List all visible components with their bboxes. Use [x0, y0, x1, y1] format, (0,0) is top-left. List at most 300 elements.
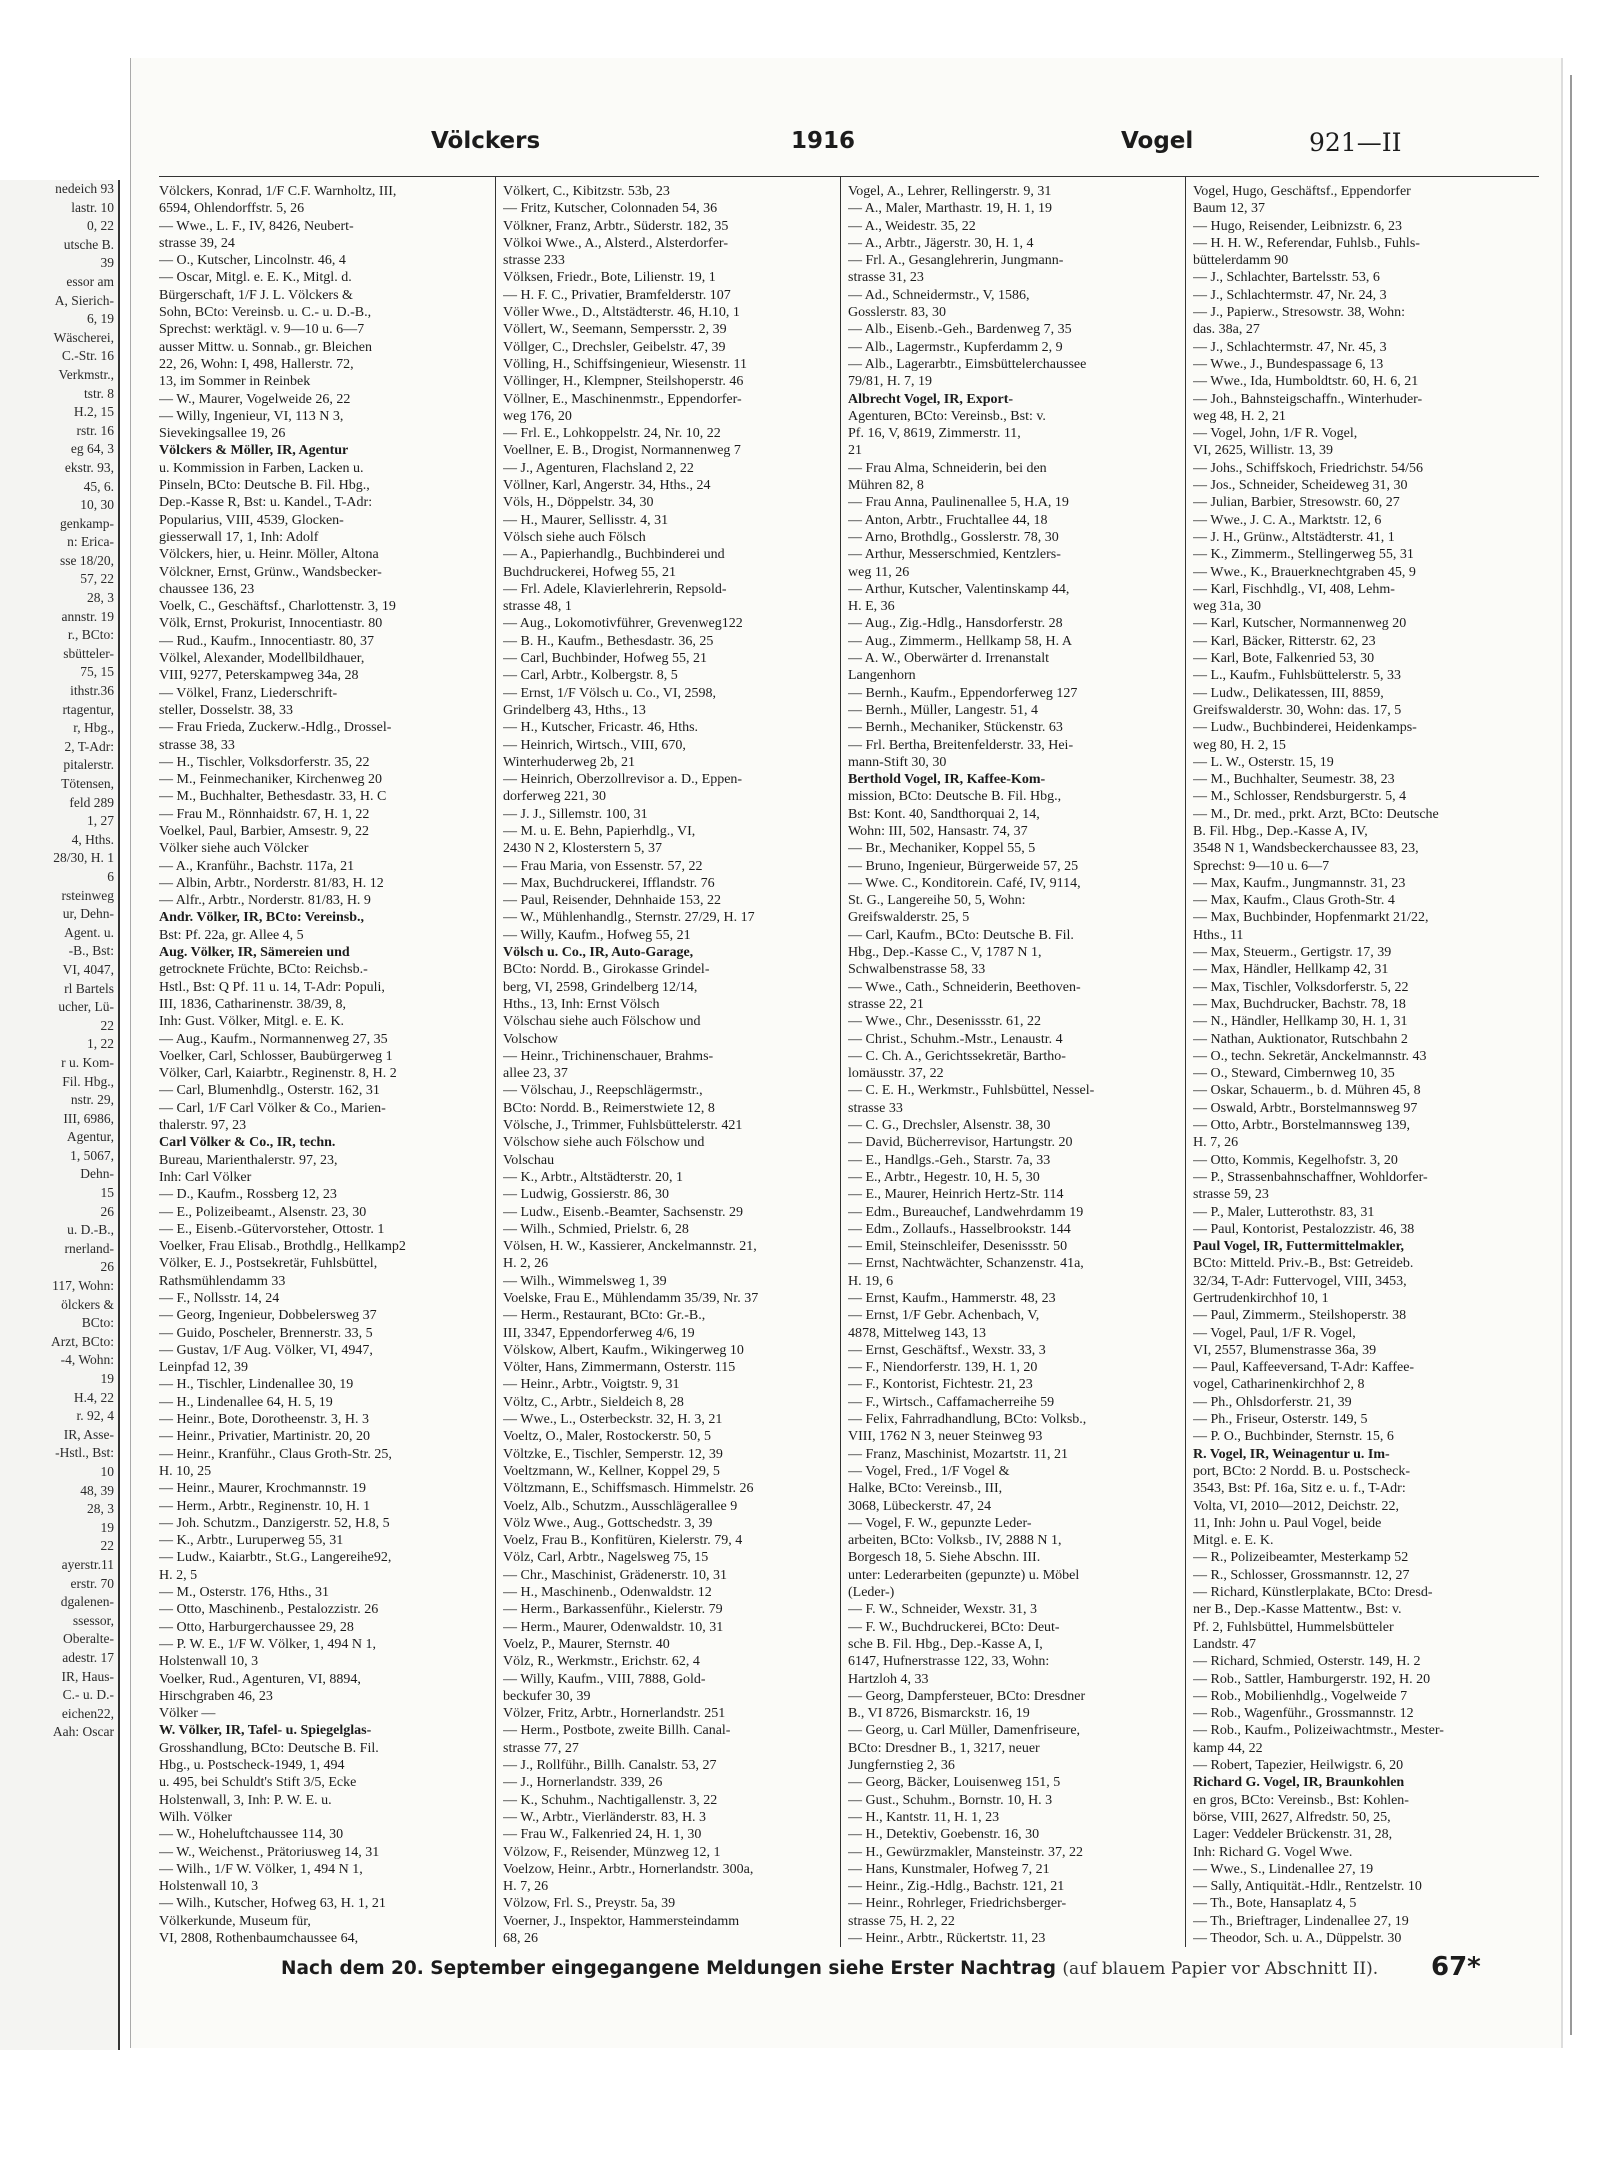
left-page-line: eg 64, 3 [70, 441, 114, 457]
directory-entry: Völsche, J., Trimmer, Fuhlsbüttelerstr. 421 [503, 1118, 743, 1134]
directory-entry: — M., Buchhalter, Seumestr. 38, 23 [1193, 772, 1395, 788]
directory-entry: — Vogel, Fred., 1/F Vogel & [848, 1463, 1010, 1479]
directory-entry: — K., Arbtr., Luruperweg 55, 31 [159, 1533, 344, 1549]
directory-entry: — Carl, Blumenhdlg., Osterstr. 162, 31 [159, 1083, 380, 1099]
directory-entry: — E., Maurer, Heinrich Hertz-Str. 114 [848, 1187, 1064, 1203]
left-page-line: utsche B. [63, 236, 114, 252]
directory-entry: — Herm., Postbote, zweite Billh. Canal- [503, 1723, 731, 1739]
directory-entry: Wilh. Völker [159, 1809, 233, 1825]
directory-entry: — C. Ch. A., Gerichtssekretär, Bartho- [848, 1048, 1066, 1064]
directory-entry: — P., Strassenbahnschaffner, Wohldorfer- [1193, 1169, 1428, 1185]
directory-entry: H. 2, 26 [503, 1256, 549, 1272]
left-page-line: eichen22, [61, 1705, 114, 1721]
directory-entry: — C. G., Drechsler, Alsenstr. 38, 30 [848, 1118, 1051, 1134]
directory-entry: — J., Hornerlandstr. 339, 26 [503, 1775, 663, 1791]
left-page-line: annstr. 19 [61, 608, 114, 624]
directory-entry: strasse 22, 21 [848, 996, 924, 1012]
left-page-line: Arzt, BCto: [51, 1333, 114, 1349]
header-last-name: Vogel [1121, 128, 1194, 154]
left-page-line: r. 92, 4 [76, 1408, 114, 1424]
directory-entry: — Rud., Kaufm., Innocentiastr. 80, 37 [159, 633, 375, 649]
directory-entry: 32/34, T-Adr: Futtervogel, VIII, 3453, [1193, 1273, 1407, 1289]
directory-entry: — Arthur, Kutscher, Valentinskamp 44, [848, 581, 1070, 597]
directory-entry: Völz, Carl, Arbtr., Nagelsweg 75, 15 [503, 1550, 709, 1566]
directory-entry: — J. H., Grünw., Altstädterstr. 41, 1 [1193, 529, 1395, 545]
directory-entry: Völter, Hans, Zimmermann, Osterstr. 115 [503, 1360, 736, 1376]
directory-entry: — Hugo, Reisender, Leibnizstr. 6, 23 [1193, 218, 1403, 234]
directory-entry: chaussee 136, 23 [159, 581, 255, 597]
directory-entry: — Alb., Lagerarbtr., Eimsbüttelerchaussee [848, 356, 1087, 372]
directory-entry: Völckers, hier, u. Heinr. Möller, Altona [159, 547, 379, 563]
left-page-line: 117, Wohn: [52, 1278, 114, 1294]
directory-entry: — Sally, Antiquität.-Hdlr., Rentzelstr. 10 [1193, 1879, 1422, 1895]
left-page-line: sbütteler- [63, 645, 114, 661]
directory-entry: — Arno, Brothdlg., Gosslerstr. 78, 30 [848, 529, 1059, 545]
directory-entry: Völksen, Friedr., Bote, Lilienstr. 19, 1 [503, 270, 716, 286]
directory-entry: — Heinrich, Wirtsch., VIII, 670, [503, 737, 686, 753]
left-page-line: -B., Bst: [68, 943, 114, 959]
directory-entry: — L. W., Osterstr. 15, 19 [1193, 754, 1334, 770]
directory-entry: Langenhorn [848, 668, 916, 684]
directory-entry: H. 7, 26 [503, 1879, 549, 1895]
directory-entry: — M., Schlosser, Rendsburgerstr. 5, 4 [1193, 789, 1407, 805]
directory-entry: strasse 48, 1 [503, 599, 572, 615]
directory-entry: — Ernst, Geschäftsf., Wexstr. 33, 3 [848, 1342, 1046, 1358]
left-page-line: Fil. Hbg., [62, 1073, 114, 1089]
directory-entry: — E., Eisenb.-Gütervorsteher, Ottostr. 1 [159, 1221, 385, 1237]
directory-entry: BCto: Nordd. B., Girokasse Grindel- [503, 962, 710, 978]
directory-entry: Popularius, VIII, 4539, Glocken- [159, 512, 344, 528]
left-page-line: -Hstl., Bst: [55, 1445, 114, 1461]
directory-entry: — A., Arbtr., Jägerstr. 30, H. 1, 4 [848, 235, 1034, 251]
directory-entry: Völkoi Wwe., A., Alsterd., Alsterdorfer- [503, 235, 728, 251]
directory-entry: Voelkel, Paul, Barbier, Amsestr. 9, 22 [159, 823, 369, 839]
directory-columns [159, 176, 1539, 1947]
directory-entry: — Franz, Maschinist, Mozartstr. 11, 21 [848, 1446, 1068, 1462]
directory-entry: BCto: Mitteld. Priv.-B., Bst: Getreideb. [1193, 1256, 1414, 1272]
directory-entry: — R., Schlosser, Grossmannstr. 12, 27 [1193, 1567, 1410, 1583]
left-page-line: 1, 27 [87, 813, 114, 829]
directory-entry: — Ad., Schneidermstr., V, 1586, [848, 287, 1030, 303]
directory-entry: — Bernh., Kaufm., Eppendorferweg 127 [848, 685, 1078, 701]
directory-entry: — Willy, Kaufm., Hofweg 55, 21 [503, 927, 691, 943]
directory-entry: Berthold Vogel, IR, Kaffee-Kom- [848, 772, 1046, 788]
left-page-line: ucher, Lü- [58, 999, 114, 1015]
column-divider [495, 177, 496, 1947]
directory-entry: das. 38a, 27 [1193, 322, 1260, 338]
directory-entry: — Heinr., Arbtr., Rückertstr. 11, 23 [848, 1930, 1046, 1946]
directory-entry: Völz, R., Werkmstr., Erichstr. 62, 4 [503, 1654, 700, 1670]
directory-entry: — J., Rollführ., Billh. Canalstr. 53, 27 [503, 1758, 717, 1774]
left-page-line: tstr. 8 [83, 385, 114, 401]
directory-entry: Rathsmühlendamm 33 [159, 1273, 286, 1289]
left-page-line: lastr. 10 [71, 199, 114, 215]
left-page-line: -4, Wohn: [60, 1352, 114, 1368]
directory-entry: — Georg, Ingenieur, Dobbelersweg 37 [159, 1308, 377, 1324]
directory-entry: — R., Polizeibeamter, Mesterkamp 52 [1193, 1550, 1409, 1566]
directory-entry: — Th., Brieftrager, Lindenallee 27, 19 [1193, 1913, 1409, 1929]
directory-entry: — Frau Anna, Paulinenallee 5, H.A, 19 [848, 495, 1069, 511]
directory-entry: — F., Niendorferstr. 139, H. 1, 20 [848, 1360, 1038, 1376]
directory-entry: — F. W., Schneider, Wexstr. 31, 3 [848, 1602, 1038, 1618]
directory-entry: — Oscar, Mitgl. e. E. K., Mitgl. d. [159, 270, 352, 286]
left-page-fragment [0, 180, 120, 2050]
directory-entry: — Max, Buchdruckerei, Ifflandstr. 76 [503, 875, 715, 891]
directory-entry: — Wwe., Ida, Humboldtstr. 60, H. 6, 21 [1193, 374, 1419, 390]
directory-entry: 6147, Hufnerstrasse 122, 33, Wohn: [848, 1654, 1050, 1670]
directory-entry: — Herm., Maurer, Odenwaldstr. 10, 31 [503, 1619, 724, 1635]
directory-entry: Völkel, Alexander, Modellbildhauer, [159, 651, 365, 667]
directory-entry: Bürgerschaft, 1/F J. L. Völckers & [159, 287, 353, 303]
directory-entry: Voellner, E. B., Drogist, Normannenweg 7 [503, 443, 741, 459]
column-1 [159, 183, 489, 1947]
directory-entry: giesserwall 17, 1, Inh: Adolf [159, 529, 319, 545]
left-page-line: erstr. 70 [70, 1575, 114, 1591]
column-3 [848, 183, 1178, 1947]
directory-entry: — Herm., Restaurant, BCto: Gr.-B., [503, 1308, 706, 1324]
directory-entry: — Heinr., Privatier, Martinistr. 20, 20 [159, 1429, 370, 1445]
directory-entry: Inh: Gust. Völker, Mitgl. e. E. K. [159, 1014, 345, 1030]
directory-entry: 68, 26 [503, 1930, 538, 1946]
left-page-line: C.-Str. 16 [61, 348, 114, 364]
directory-entry: — Hans, Kunstmaler, Hofweg 7, 21 [848, 1861, 1050, 1877]
directory-entry: 3068, Lübeckerstr. 47, 24 [848, 1498, 992, 1514]
left-page-line: 75, 15 [80, 664, 114, 680]
directory-entry: dorferweg 221, 30 [503, 789, 607, 805]
directory-entry: — Carl, Buchbinder, Hofweg 55, 21 [503, 651, 707, 667]
directory-entry: Greifswalderstr. 25, 5 [848, 910, 970, 926]
directory-entry: VIII, 1762 N 3, neuer Steinweg 93 [848, 1429, 1043, 1445]
left-page-line: rsteinweg [61, 887, 114, 903]
directory-entry: — Gust., Schuhm., Bornstr. 10, H. 3 [848, 1792, 1053, 1808]
directory-entry: — Georg, u. Carl Müller, Damenfriseure, [848, 1723, 1081, 1739]
directory-entry: weg 11, 26 [848, 564, 910, 580]
directory-entry: — W., Weichenst., Prätoriusweg 14, 31 [159, 1844, 380, 1860]
directory-entry: Lager: Veddeler Brückenstr. 31, 28, [1193, 1827, 1393, 1843]
directory-entry: — Fritz, Kutscher, Colonnaden 54, 36 [503, 201, 718, 217]
directory-entry: arbeiten, BCto: Volksb., IV, 2888 N 1, [848, 1533, 1062, 1549]
left-page-line: H.2, 15 [73, 404, 114, 420]
directory-entry: — W., Maurer, Vogelweide 26, 22 [159, 391, 351, 407]
directory-entry: — Arthur, Messerschmied, Kentzlers- [848, 547, 1061, 563]
left-page-line: Tötensen, [61, 776, 114, 791]
directory-entry: Völtzke, E., Tischler, Semperstr. 12, 39 [503, 1446, 723, 1462]
directory-entry: — J., Schlachter, Bartelsstr. 53, 6 [1193, 270, 1380, 286]
left-page-line: 1, 5067, [70, 1147, 114, 1163]
left-page-line: Oberalte- [63, 1631, 114, 1647]
directory-entry: Völckers, Konrad, 1/F C.F. Warnholtz, III, [159, 184, 397, 199]
directory-entry: Andr. Völker, IR, BCto: Vereinsb., [159, 910, 364, 926]
directory-entry: — Wwe., J., Bundespassage 6, 13 [1193, 356, 1384, 372]
directory-entry: börse, VIII, 2627, Alfredstr. 50, 25, [1193, 1809, 1391, 1825]
directory-entry: — Frau Alma, Schneiderin, bei den [848, 460, 1047, 476]
directory-entry: strasse 77, 27 [503, 1740, 579, 1756]
directory-entry: (Leder-) [848, 1585, 895, 1601]
directory-entry: Jungfernstieg 2, 36 [848, 1758, 955, 1774]
left-page-line: IR, Haus- [61, 1668, 114, 1684]
directory-entry: Voelz, Alb., Schutzm., Ausschlägerallee 9 [503, 1498, 738, 1514]
directory-entry: — Heinr., Bote, Dorotheenstr. 3, H. 3 [159, 1412, 369, 1428]
left-page-line: 19 [100, 1519, 114, 1535]
directory-entry: — Max, Buchbinder, Hopfenmarkt 21/22, [1193, 910, 1429, 926]
directory-entry: — Alfr., Arbtr., Norderstr. 81/83, H. 9 [159, 893, 371, 909]
directory-entry: — Otto, Maschinenb., Pestalozzistr. 26 [159, 1602, 379, 1618]
directory-entry: Völtzmann, E., Schiffsmasch. Himmelstr. 26 [503, 1481, 754, 1497]
directory-entry: — Völkel, Franz, Liederschrift- [159, 685, 338, 701]
header-year: 1916 [791, 128, 856, 154]
directory-entry: Völzow, Frl. S., Preystr. 5a, 39 [503, 1896, 676, 1912]
directory-entry: — H., Maurer, Sellisstr. 4, 31 [503, 512, 669, 528]
directory-entry: Bst: Kont. 40, Sandthorquai 2, 14, [848, 806, 1040, 822]
directory-entry: — F., Wirtsch., Caffamacherreihe 59 [848, 1394, 1055, 1410]
directory-entry: Völckers & Möller, IR, Agentur [159, 443, 349, 459]
left-page-line: 28, 3 [87, 1501, 114, 1517]
left-page-line: 6 [107, 868, 114, 884]
directory-entry: 3548 N 1, Wandsbeckerchaussee 83, 23, [1193, 841, 1419, 857]
left-page-line: 19 [100, 1371, 114, 1386]
left-page-line: rl Bartels [64, 980, 114, 996]
directory-entry: VI, 2808, Rothenbaumchaussee 64, [159, 1930, 359, 1946]
directory-entry: — Ludwig, Gossierstr. 86, 30 [503, 1187, 670, 1203]
directory-entry: — Frl. Bertha, Breitenfelderstr. 33, Hei- [848, 737, 1074, 753]
directory-entry: — Karl, Kutscher, Normannenweg 20 [1193, 616, 1407, 632]
directory-entry: III, 1836, Catharinenstr. 38/39, 8, [159, 996, 347, 1012]
directory-entry: — Völschau, J., Reepschlägermstr., [503, 1083, 703, 1099]
directory-entry: Hths., 11 [1193, 927, 1244, 943]
directory-entry: Mühren 82, 8 [848, 478, 924, 494]
directory-entry: Hths., 13, Inh: Ernst Völsch [503, 996, 660, 1012]
directory-entry: — Br., Mechaniker, Koppel 55, 5 [848, 841, 1036, 857]
directory-entry: — Oswald, Arbtr., Borstelmannsweg 97 [1193, 1100, 1418, 1116]
directory-entry: Vogel, A., Lehrer, Rellingerstr. 9, 31 [848, 184, 1052, 199]
left-page-line: rstr. 16 [76, 422, 114, 438]
directory-entry: — Herm., Arbtr., Reginenstr. 10, H. 1 [159, 1498, 371, 1514]
directory-entry: — Wilh., 1/F W. Völker, 1, 494 N 1, [159, 1861, 363, 1877]
directory-entry: — Heinr., Arbtr., Voigtstr. 9, 31 [503, 1377, 680, 1393]
directory-entry: — Guido, Poscheler, Brennerstr. 33, 5 [159, 1325, 373, 1341]
left-page-line: r, Hbg., [73, 720, 114, 736]
left-page-line: u. D.-B., [67, 1222, 114, 1238]
directory-entry: Völker — [159, 1706, 216, 1722]
directory-entry: — Aug., Lokomotivführer, Grevenweg122 [503, 616, 743, 632]
left-page-line: 15 [100, 1185, 114, 1201]
directory-entry: — W., Hoheluftchaussee 114, 30 [159, 1827, 344, 1843]
directory-entry: — Paul, Reisender, Dehnhaide 153, 22 [503, 893, 721, 909]
directory-entry: Völk, Ernst, Prokurist, Innocentiastr. 80 [159, 616, 383, 632]
directory-entry: — Max, Steuerm., Gertigstr. 17, 39 [1193, 945, 1392, 961]
directory-entry: kamp 44, 22 [1193, 1740, 1263, 1756]
directory-entry: VIII, 9277, Peterskampweg 34a, 28 [159, 668, 359, 684]
directory-entry: strasse 59, 23 [1193, 1187, 1269, 1203]
directory-entry: — Otto, Kommis, Kegelhofstr. 3, 20 [1193, 1152, 1398, 1168]
left-page-line: 10, 30 [80, 497, 114, 513]
directory-entry: Völtz, C., Arbtr., Sieldeich 8, 28 [503, 1394, 684, 1410]
directory-entry: Leinpfad 12, 39 [159, 1360, 249, 1376]
directory-entry: — Chr., Maschinist, Grädenerstr. 10, 31 [503, 1567, 727, 1583]
directory-entry: — Heinr., Kranführ., Claus Groth-Str. 25, [159, 1446, 392, 1462]
directory-entry: Völckner, Ernst, Grünw., Wandsbecker- [159, 564, 382, 580]
directory-entry: — M. u. E. Behn, Papierhdlg., VI, [503, 823, 696, 839]
directory-entry: — Ph., Ohlsdorferstr. 21, 39 [1193, 1394, 1352, 1410]
directory-entry: 2430 N 2, Klosterstern 5, 37 [503, 841, 663, 857]
left-page-line: genkamp- [60, 515, 114, 531]
directory-entry: — Frl. A., Gesanglehrerin, Jungmann- [848, 253, 1064, 269]
directory-entry: Völs, H., Döppelstr. 34, 30 [503, 495, 654, 511]
directory-entry: ner B., Dep.-Kasse Mattentw., Bst: v. [1193, 1602, 1402, 1618]
directory-entry: strasse 75, H. 2, 22 [848, 1913, 955, 1929]
left-page-line: ayerstr.11 [61, 1556, 114, 1572]
directory-entry: — A., Maler, Marthastr. 19, H. 1, 19 [848, 201, 1052, 217]
directory-entry: en gros, BCto: Vereinsb., Bst: Kohlen- [1193, 1792, 1409, 1808]
directory-entry: — F. W., Buchdruckerei, BCto: Deut- [848, 1619, 1060, 1635]
directory-entry: beckufer 30, 39 [503, 1688, 591, 1704]
left-page-line: Wäscherei, [53, 329, 114, 345]
directory-entry: — Wwe., J. C. A., Marktstr. 12, 6 [1193, 512, 1382, 528]
directory-entry: — Ernst, Kaufm., Hammerstr. 48, 23 [848, 1291, 1056, 1306]
left-page-line: 26 [100, 1203, 114, 1219]
left-page-line: IR, Asse- [63, 1426, 114, 1442]
directory-entry: — E., Polizeibeamt., Alsenstr. 23, 30 [159, 1204, 367, 1220]
directory-entry: — O., Steward, Cimbernweg 10, 35 [1193, 1066, 1395, 1082]
left-page-line: nstr. 29, [70, 1092, 114, 1108]
directory-entry: — Ludw., Buchbinderei, Heidenkamps- [1193, 720, 1417, 736]
directory-entry: — Carl, Kaufm., BCto: Deutsche B. Fil. [848, 927, 1074, 943]
directory-entry: Voelker, Frau Elisab., Brothdlg., Hellkamp2 [159, 1239, 406, 1255]
directory-entry: Völsen, H. W., Kassierer, Anckelmannstr. 21, [503, 1239, 757, 1255]
directory-entry: 21 [848, 443, 862, 459]
directory-entry: — Ph., Friseur, Osterstr. 149, 5 [1193, 1412, 1368, 1428]
directory-entry: — Paul, Kontorist, Pestalozzistr. 46, 38 [1193, 1221, 1415, 1237]
directory-entry: Sohn, BCto: Vereinsb. u. C.- u. D.-B., [159, 305, 372, 321]
directory-entry: Völkert, C., Kibitzstr. 53b, 23 [503, 184, 670, 199]
directory-entry: — P. O., Buchbinder, Sternstr. 15, 6 [1193, 1429, 1394, 1445]
directory-entry: — Wilh., Kutscher, Hofweg 63, H. 1, 21 [159, 1896, 386, 1912]
directory-entry: sche B. Fil. Hbg., Dep.-Kasse A, I, [848, 1636, 1043, 1652]
directory-entry: getrocknete Früchte, BCto: Reichsb.- [159, 962, 368, 978]
left-page-line: r u. Kom- [61, 1054, 114, 1070]
directory-entry: Buchdruckerei, Hofweg 55, 21 [503, 564, 677, 580]
directory-entry: Pf. 2, Fuhlsbüttel, Hummelsbütteler [1193, 1619, 1394, 1635]
directory-entry: H. 7, 26 [1193, 1135, 1239, 1151]
directory-entry: — Wwe., L., Osterbeckstr. 32, H. 3, 21 [503, 1412, 723, 1428]
directory-entry: Volta, VI, 2010—2012, Deichstr. 22, [1193, 1498, 1399, 1514]
directory-entry: unter: Lederarbeiten (gepunzte) u. Möbel [848, 1567, 1080, 1583]
directory-entry: — Emil, Steinschleifer, Desenissstr. 50 [848, 1239, 1068, 1255]
directory-entry: Albrecht Vogel, IR, Export- [848, 391, 1014, 407]
left-page-line: essor am [66, 273, 114, 289]
directory-entry: — Ernst, Nachtwächter, Schanzenstr. 41a, [848, 1256, 1084, 1272]
directory-entry: Völz Wwe., Aug., Gottschedstr. 3, 39 [503, 1515, 713, 1531]
directory-entry: Völlger, C., Drechsler, Geibelstr. 47, 39 [503, 339, 726, 355]
directory-entry: — P. W. E., 1/F W. Völker, 1, 494 N 1, [159, 1636, 376, 1652]
directory-entry: — Frau M., Rönnhaidstr. 67, H. 1, 22 [159, 806, 370, 822]
directory-entry: Völker, E. J., Postsekretär, Fuhlsbüttel, [159, 1256, 378, 1272]
directory-entry: Gertrudenkirchhof 10, 1 [1193, 1291, 1329, 1306]
directory-entry: — Wwe. C., Konditorein. Café, IV, 9114, [848, 875, 1081, 891]
directory-entry: Völker siehe auch Völcker [159, 841, 309, 857]
directory-entry: — Julian, Barbier, Stresowstr. 60, 27 [1193, 495, 1400, 511]
directory-entry: — Karl, Bote, Falkenried 53, 30 [1193, 651, 1375, 667]
directory-entry: mission, BCto: Deutsche B. Fil. Hbg., [848, 789, 1062, 805]
directory-entry: Völlert, W., Seemann, Sempersstr. 2, 39 [503, 322, 727, 338]
directory-entry: steller, Dosselstr. 38, 33 [159, 702, 293, 718]
directory-entry: — A., Kranführ., Bachstr. 117a, 21 [159, 858, 355, 874]
directory-entry: — Wwe., Cath., Schneiderin, Beethoven- [848, 979, 1081, 995]
directory-entry: — Aug., Kaufm., Normannenweg 27, 35 [159, 1031, 388, 1047]
directory-entry: — D., Kaufm., Rossberg 12, 23 [159, 1187, 337, 1203]
directory-entry: — Max, Kaufm., Claus Groth-Str. 4 [1193, 893, 1395, 909]
left-page-line: Dehn- [80, 1166, 114, 1182]
directory-entry: Sprechst: werktägl. v. 9—10 u. 6—7 [159, 322, 365, 338]
directory-entry: Hbg., u. Postscheck-1949, 1, 494 [159, 1758, 345, 1774]
directory-entry: 11, Inh: John u. Paul Vogel, beide [1193, 1515, 1382, 1531]
directory-entry: — Nathan, Auktionator, Rutschbahn 2 [1193, 1031, 1408, 1047]
left-page-line: ur, Dehn- [62, 906, 114, 922]
directory-entry: Grosshandlung, BCto: Deutsche B. Fil. [159, 1740, 379, 1756]
directory-entry: — Th., Bote, Hansaplatz 4, 5 [1193, 1896, 1357, 1912]
directory-entry: VI, 2557, Blumenstrasse 36a, 39 [1193, 1342, 1377, 1358]
directory-entry: Voeltz, O., Maler, Rostockerstr. 50, 5 [503, 1429, 711, 1445]
directory-entry: Voelk, C., Geschäftsf., Charlottenstr. 3, 19 [159, 599, 396, 615]
directory-entry: Voelker, Rud., Agenturen, VI, 8894, [159, 1671, 361, 1687]
directory-entry: Voelske, Frau E., Mühlendamm 35/39, Nr. 37 [503, 1291, 759, 1306]
directory-entry: — Christ., Schuhm.-Mstr., Lenaustr. 4 [848, 1031, 1063, 1047]
directory-entry: Völzow, F., Reisender, Münzweg 12, 1 [503, 1844, 721, 1860]
directory-entry: 6594, Ohlendorffstr. 5, 26 [159, 201, 305, 217]
directory-entry: — Frl. Adele, Klavierlehrerin, Repsold- [503, 581, 727, 597]
directory-entry: Holstenwall, 3, Inh: P. W. E. u. [159, 1792, 332, 1808]
left-page-line: Verkmstr., [58, 366, 114, 382]
directory-entry: u. Kommission in Farben, Lacken u. [159, 460, 364, 476]
left-page-line: 45, 6. [83, 478, 114, 494]
directory-entry: — Heinr., Zig.-Hdlg., Bachstr. 121, 21 [848, 1879, 1065, 1895]
directory-entry: Inh: Carl Völker [159, 1169, 252, 1185]
directory-entry: — Albin, Arbtr., Norderstr. 81/83, H. 12 [159, 875, 384, 891]
directory-entry: ausser Mittw. u. Sonnab., gr. Bleichen [159, 339, 372, 355]
directory-entry: — Heinr., Trichinenschauer, Brahms- [503, 1048, 714, 1064]
column-divider [1185, 177, 1186, 1947]
left-page-line: dgalenen- [60, 1594, 114, 1610]
directory-entry: — Bruno, Ingenieur, Bürgerweide 57, 25 [848, 858, 1079, 874]
column-4 [1193, 183, 1523, 1947]
directory-entry: — H., Kantstr. 11, H. 1, 23 [848, 1809, 1000, 1825]
directory-entry: — Wwe., L. F., IV, 8426, Neubert- [159, 218, 354, 234]
directory-entry: Völling, H., Schiffsingenieur, Wiesenstr. 11 [503, 356, 747, 372]
directory-entry: Pinseln, BCto: Deutsche B. Fil. Hbg., [159, 478, 370, 494]
left-page-line: rtagentur, [62, 701, 114, 717]
directory-entry: Volschow [503, 1031, 558, 1047]
directory-entry: — Ernst, 1/F Völsch u. Co., VI, 2598, [503, 685, 716, 701]
directory-entry: — J., Agenturen, Flachsland 2, 22 [503, 460, 694, 476]
directory-entry: — Felix, Fahrradhandlung, BCto: Volksb., [848, 1412, 1087, 1428]
directory-entry: — Ludw., Delikatessen, III, 8859, [1193, 685, 1384, 701]
directory-entry: Wohn: III, 502, Hansastr. 74, 37 [848, 823, 1028, 839]
directory-entry: — Carl, 1/F Carl Völker & Co., Marien- [159, 1100, 386, 1116]
directory-entry: — M., Osterstr. 176, Hths., 31 [159, 1585, 329, 1601]
column-divider [840, 177, 841, 1947]
directory-entry: — N., Händler, Hellkamp 30, H. 1, 31 [1193, 1014, 1408, 1030]
left-page-line: rnerland- [64, 1240, 114, 1256]
left-page-line: adestr. 17 [62, 1649, 114, 1665]
directory-entry: Völsch siehe auch Fölsch [503, 529, 646, 545]
directory-entry: — Vogel, F. W., gepunzte Leder- [848, 1515, 1032, 1531]
left-page-line: ithstr.36 [70, 683, 114, 699]
directory-entry: — B. H., Kaufm., Bethesdastr. 36, 25 [503, 633, 714, 649]
directory-entry: — Max, Kaufm., Jungmannstr. 31, 23 [1193, 875, 1406, 891]
directory-entry: Völsch u. Co., IR, Auto-Garage, [503, 945, 694, 961]
directory-entry: — H., Tischler, Lindenallee 30, 19 [159, 1377, 354, 1393]
page-number: 67* [1431, 1952, 1481, 1982]
